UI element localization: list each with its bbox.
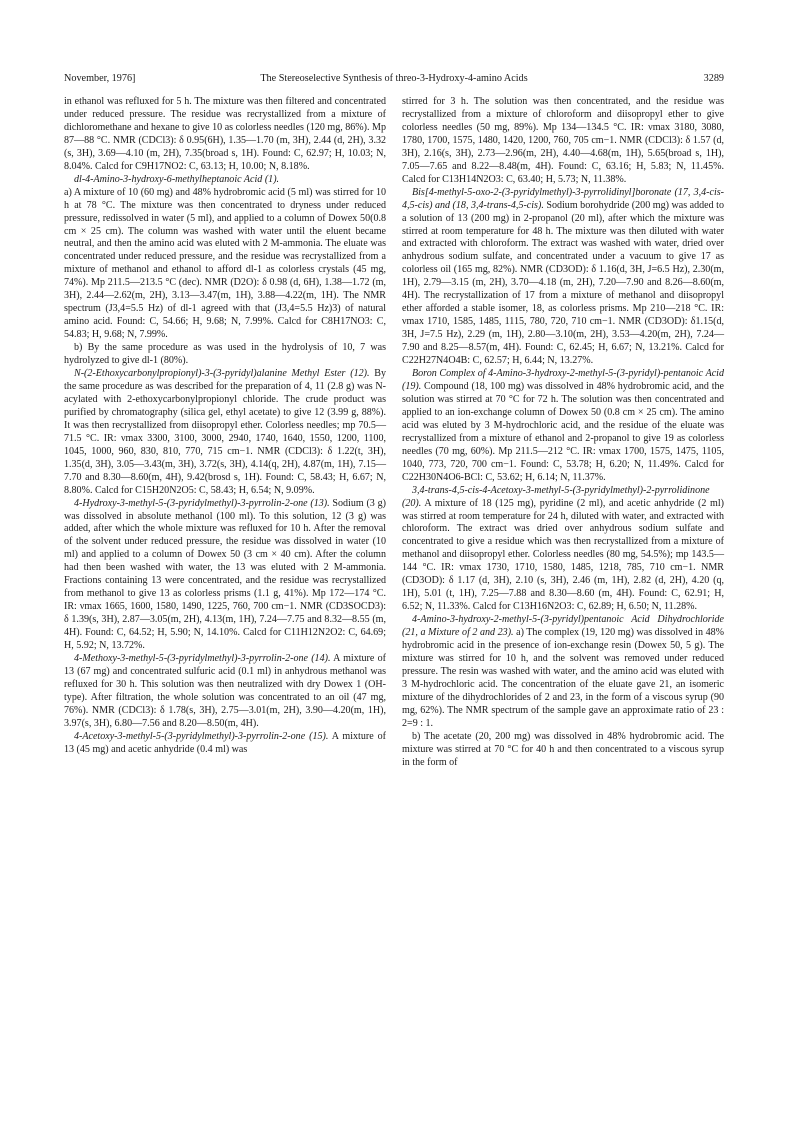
header-title: The Stereoselective Synthesis of threo-3-Hydroxy-4-amino Acids [260,73,528,84]
paragraph [64,174,386,187]
paragraph-text: b) The acetate (20, 200 mg) was dissolved in 48% hydrobromic acid. The mixture was stirred at 70 °C for 40 h and then concentrated to a viscous syrup in the form of [402,730,724,768]
left-column [64,96,386,757]
paragraph-text: in ethanol was refluxed for 5 h. The mixture was then filtered and concentrated under reduced pressure. The residue was recrystallized from a mixture of dichloromethane and hexane to give 10 as colorless needles (120 mg, 86%). Mp 87—88 °C. NMR (CDCl3): δ 0.95(6H), 1.35—1.70 (m, 3H), 2.44 (d, 2H), 3.32 (s, 3H), 3.69—4.10 (m, 2H), 7.35(broad s, 1H). Found: C, 62.97; H, 10.03; N, 8.04%. Calcd for C9H17NO2: C, 63.13; H, 10.00; N, 8.18%. [64,96,386,172]
paragraph [402,731,724,770]
running-header [64,71,724,87]
page-number: 3289 [703,73,724,84]
paragraph-text: b) By the same procedure as was used in the hydrolysis of 10, 7 was hydrolyzed to give dl-1 (80%). [64,342,386,367]
paragraph [64,96,386,174]
paragraph-text: By the same procedure as was described for the preparation of 4, 11 (2.8 g) was N-acylated with 2-ethoxycarbonylpropionyl chloride. The crude product was purified by chromatography (silica gel, ethyl acetate) to give 12 (3.99 g, 88%). It was then recrystallized from diisopropyl ether. Colorless needles; mp 70.5—71.5 °C. IR: νmax 3300, 3100, 3000, 2940, 1740, 1640, 1550, 1200, 1100, 1045, 1000, 960, 830, 810, 770, 715 cm−1. NMR (CDCl3): δ 1.22(t, 3H), 1.35(d, 3H), 3.05—3.43(m, 3H), 3.72(s, 3H), 4.14(q, 2H), 4.87(m, 1H), 7.15—7.70 and 8.30—8.60(m, 4H), 9.42(brosd s, 1H). Found: C, 58.43; H, 6.67; N, 8.80%. Calcd for C15H20N2O5: C, 58.43; H, 6.54; N, 9.09%. [64,368,386,496]
paragraph [64,187,386,342]
section-heading: 4-Amino-3-hydroxy-2-methyl-5-(3-pyridyl)pentanoic Acid Dihydrochloride (21, a Mixture of 2 and 23). [402,614,724,639]
paragraph [64,368,386,498]
section-heading: dl-4-Amino-3-hydroxy-6-methylheptanoic Acid (1). [74,173,280,185]
paragraph-text: a) A mixture of 10 (60 mg) and 48% hydrobromic acid (5 ml) was stirred for 10 h at 78 °C. The mixture was then concentrated to dryness under reduced pressure, redissolved in water (5 ml), and applied to a column of Dowex 50(0.8 cm × 25 cm). The column was washed with water until the eluent became neutral, and then the amino acid was eluted with 2 M-ammonia. The eluate was concentrated under reduced pressure, and the residue was recrystallized from a mixture of methanol and ethanol to afford dl-1 as colorless crystals (45 mg, 74%). Mp 211.5—213.5 °C (dec). NMR (D2O): δ 0.98 (d, 6H), 1.38—1.72 (m, 3H), 2.44—2.62(m, 2H), 3.13—3.47(m, 1H), 3.88—4.22(m, 1H). The NMR spectrum (J3,4=5.5 Hz) of dl-1 agreed with that (J3,4=5.5 Hz)3) of natural amino acid. Found: C, 54.66; H, 9.68; N, 7.99%. Calcd for C8H17NO3: C, 54.83; H, 9.68; N, 7.99%. [64,186,386,341]
paragraph-text: stirred for 3 h. The solution was then concentrated, and the residue was recrystallized from a mixture of chloroform and diisopropyl ether to give colorless needles (50 mg, 89%). Mp 134—134.5 °C. IR: νmax 3180, 3080, 1780, 1700, 1575, 1480, 1420, 1200, 760, 705 cm−1. NMR (CDCl3): δ 1.57 (d, 3H), 2.16(s, 3H), 2.73—2.96(m, 2H), 4.40—4.68(m, 1H), 5.65(broad s, 1H), 7.05—7.65 and 8.22—8.48(m, 4H). Found: C, 63.16; H, 5.83; N, 11.45%. Calcd for C13H14N2O3: C, 63.40; H, 5.73; N, 11.38%. [402,96,724,185]
paragraph [64,731,386,757]
paragraph [402,96,724,187]
paragraph-text: A mixture of 18 (125 mg), pyridine (2 ml), and acetic anhydride (2 ml) was stirred at room temperature for 24 h, diluted with water, and extracted with chloroform. The extract was dried over anhydrous sodium sulfate and concentrated to give a residue which was then recrystallized from a mixture of methanol and diisopropyl ether. Colorless needles (80 mg, 54.5%); mp 143.5—144 °C. IR: νmax 1730, 1710, 1580, 1485, 1218, 785, 710 cm−1. NMR (CD3OD): δ 1.17 (d, 3H), 2.10 (s, 3H), 2.46 (m, 1H), 2.82 (d, 2H), 4.20 (q, 1H), 5.01 (t, 1H), 7.25—7.88 and 8.30—8.60 (m, 4H). Found: C, 62.91; H, 6.52; N, 11.33%. Calcd for C13H16N2O3: C, 62.89; H, 6.50; N, 11.28%. [402,497,724,613]
paragraph-text: A mixture of 13 (67 mg) and concentrated sulfuric acid (0.1 ml) in anhydrous methanol was refluxed for 30 h. This solution was then neutralized with dry Dowex 1 (OH-type). After filtration, the whole solution was concentrated to an oil (47 mg, 76%). NMR (CDCl3): δ 1.78(s, 3H), 2.75—3.01(m, 2H), 3.90—4.20(m, 1H), 3.97(s, 3H), 6.80—7.56 and 8.20—8.50(m, 4H). [64,652,386,729]
paragraph [64,498,386,653]
paragraph-text: Sodium (3 g) was dissolved in absolute methanol (100 ml). To this solution, 12 (3 g) was added, after which the whole mixture was refluxed for 10 h. After the removal of the solvent under reduced pressure, the residue was dissolved in water (10 ml) and applied to a column of Dowex 50 (3 cm × 40 cm). After the column had then been washed with water, the 13 was eluted with 2 M-ammonia. Fractions containing 13 were concentrated, and the residue was recrystallized from methanol to give 13 as colorless prisms (1.1 g, 41%). Mp 172—174 °C. IR: νmax 1665, 1600, 1580, 1490, 1225, 760, 700 cm−1. NMR (CD3SOCD3): δ 1.39(s, 3H), 2.87—3.05(m, 2H), 4.13(m, 1H), 7.24—7.75 and 8.32—8.55 (m, 4H). Found: C, 64.52; H, 5.90; N, 14.10%. Calcd for C11H12N2O2: C, 64.69; H, 5.92; N, 13.72%. [64,497,386,652]
paragraph [402,614,724,731]
paragraph [402,368,724,485]
header-date: November, 1976] [64,73,136,84]
paragraph [64,342,386,368]
section-heading: N-(2-Ethoxycarbonylpropionyl)-3-(3-pyridyl)alanine Methyl Ester (12). [74,368,370,380]
paragraph [64,653,386,731]
paragraph-text: Sodium borohydride (200 mg) was added to a solution of 13 (200 mg) in 2-propanol (20 ml), after which the mixture was stirred at room temperature for 48 h. The mixture was then diluted with water and extracted with chloroform. The extract was washed with water, dried over anhydrous sodium sulfate, and concentrated under a vacuum to give 17 as colorless oil (165 mg, 82%). NMR (CD3OD): δ 1.16(d, 3H, J=6.5 Hz), 2.30(m, 1H), 2.79—3.15 (m, 2H), 3.70—4.18 (m, 2H), 7.20—7.90 and 8.26—8.60(m, 4H). The recrystallization of 17 from a mixture of methanol and diisopropyl ether afforded a stable isomer, 18, as colorless prisms. Mp 210—218 °C. IR: νmax 1710, 1585, 1485, 1115, 780, 720, 710 cm−1. NMR (CD3OD): δ1.15(d, 3H, J=7.5 Hz), 2.29 (m, 1H), 2.80—3.10(m, 2H), 3.53—4.20(m, 2H), 7.24—7.90 and 8.25—8.57(m, 4H). Found: C, 62.45; H, 6.67; N, 13.21%. Calcd for C22H27N4O4B: C, 62.57; H, 6.44; N, 13.27%. [402,199,724,367]
section-heading: 3,4-trans-4,5-cis-4-Acetoxy-3-methyl-5-(3-pyridylmethyl)-2-pyrrolidinone (20). [402,484,710,509]
section-heading: 4-Methoxy-3-methyl-5-(3-pyridylmethyl)-3-pyrrolin-2-one (14). [74,652,331,664]
paragraph [402,187,724,368]
paragraph [402,485,724,615]
right-column [402,96,724,770]
paragraph-text: Compound (18, 100 mg) was dissolved in 48% hydrobromic acid, and the solution was stirred at 70 °C for 72 h. The solution was then concentrated and applied to an ion-exchange column of Dowex 50 (0.8 cm × 25 cm). The amino acid was eluted by 3 M-hydrochloric acid, and the residue of the eluate was recrystallized from a mixture of ethanol and 2-propanol to give 19 as colorless needles (70 mg, 60%). Mp 211.5—212 °C. IR: νmax 1700, 1575, 1475, 1105, 1040, 773, 720, 700 cm−1. Found: C, 53.78; H, 6.20; N, 11.49%. Calcd for C22H30N4O6-BCl: C, 53.62; H, 6.14; N, 11.37%. [402,380,724,483]
paragraph-text: A mixture of 13 (45 mg) and acetic anhydride (0.4 ml) was [64,730,386,755]
section-heading: 4-Hydroxy-3-methyl-5-(3-pyridylmethyl)-3-pyrrolin-2-one (13). [74,497,330,509]
section-heading: 4-Acetoxy-3-methyl-5-(3-pyridylmethyl)-3-pyrrolin-2-one (15). [74,730,329,742]
paragraph-text: a) The complex (19, 120 mg) was dissolved in 48% hydrobromic acid in the presence of ion-exchange resin (Dowex 50, 5 g). The mixture was stirred for 10 h, and the solvent was removed under reduced pressure. The resin was washed with water, and the amino acid was eluted with 3 M-hydrochloric acid. The concentration of the eluate gave 21, an isomeric mixture of the dihydrochlorides of 2 and 23, in the form of a viscous syrup (90 mg, 62%). The NMR spectrum of the sample gave an approximate ratio of 23 : 2=9 : 1. [402,627,724,729]
section-heading: Boron Complex of 4-Amino-3-hydroxy-2-methyl-5-(3-pyridyl)-pentanoic Acid (19). [402,368,724,392]
section-heading: Bis[4-methyl-5-oxo-2-(3-pyridylmethyl)-3-pyrrolidinyl]boronate (17, 3,4-cis-4,5-cis) and (18, 3,4-trans-4,5-cis). [402,186,724,211]
